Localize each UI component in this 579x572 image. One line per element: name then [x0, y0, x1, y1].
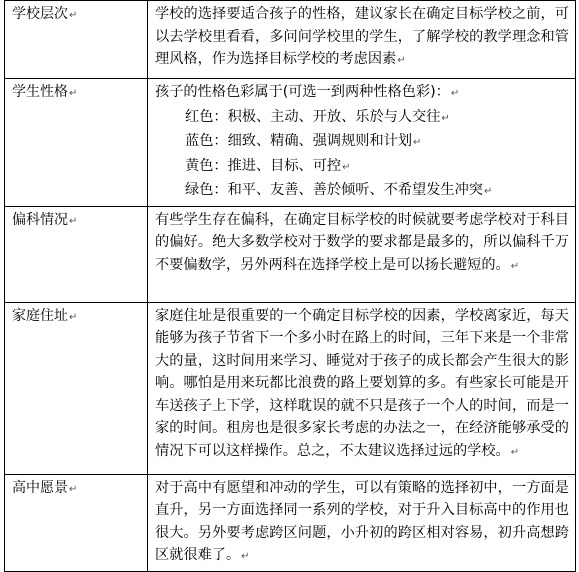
paragraph-mark-icon: ↵	[450, 88, 460, 99]
info-table	[4, 0, 576, 572]
trait-red: 红色：积极、主动、开放、乐於与人交往	[185, 108, 441, 125]
row-intro: 孩子的性格色彩属于(可选一到两种性格色彩)：	[155, 84, 450, 100]
table-row	[5, 302, 576, 474]
trait-green: 绿色：和平、友善、善於倾听、不希望发生冲突	[185, 182, 483, 198]
row-content-cell	[148, 302, 576, 474]
trait-yellow: 黄色：推进、目标、可控	[185, 157, 342, 174]
row-label-cell	[5, 474, 148, 571]
cell-end-mark-icon: ↵	[69, 10, 78, 21]
row-text: 家庭住址是很重要的一个确定目标学校的因素，学校离家近，每天能够为孩子节省下一个多小时在路上的时间，三年下来是一个非常大的量，这时间用来学习、睡觉对于孩子的成长都会产生很大的影响。哪怕是用来玩都比浪费的路上要划算的多。有些家长可能是开车送孩子上下学，这样耽误的就不只是孩子一个人的时间，而是一家的时间。租房也是很多家长考虑的办法之一，在经济能够承受的情况下可以这样操作。总之，不太建议选择过远的学校。	[155, 307, 569, 459]
cell-end-mark-icon: ↵	[241, 551, 250, 562]
row-text: 学校的选择要适合孩子的性格，建议家长在确定目标学校之前，可以去学校里看看，多问问学校里的学生，了解学校的教学理念和管理风格，作为选择目标学校的考虑因素	[155, 6, 569, 67]
row-label-cell	[5, 206, 148, 302]
cell-end-mark-icon: ↵	[510, 260, 520, 272]
row-label: 学校层次	[12, 6, 68, 22]
table-row	[5, 79, 576, 207]
paragraph-mark-icon: ↵	[413, 137, 422, 148]
row-content-cell	[148, 79, 576, 207]
row-text: 对于高中有愿望和冲动的学生，可以有策略的选择初中，一方面是直升，另一方面选择同一系列的学校，对于升入目标高中的作用也很大。另外要考虑跨区问题，小升初的跨区相对容易，初升高想跨区就很难了。	[155, 479, 569, 563]
cell-end-mark-icon: ↵	[69, 215, 78, 227]
row-label-cell	[5, 302, 148, 474]
table-row	[5, 1, 576, 79]
cell-end-mark-icon: ↵	[483, 186, 493, 197]
row-content-cell	[148, 206, 576, 302]
trait-blue: 蓝色：细致、精确、强调规则和计划	[185, 133, 413, 149]
cell-end-mark-icon: ↵	[69, 483, 78, 495]
row-label: 偏科情况	[12, 211, 68, 228]
paragraph-mark-icon: ↵	[342, 161, 351, 173]
paragraph-mark-icon: ↵	[441, 112, 450, 124]
row-label: 家庭住址	[12, 307, 68, 324]
table-row	[5, 206, 576, 302]
row-text: 有些学生存在偏科，在确定目标学校的时候就要考虑学校对于科目的偏好。绝大多数学校对于数学的要求都是最多的，所以偏科千万不要偏数学，另外两科在选择学校上是可以扬长避短的。	[155, 211, 569, 273]
cell-end-mark-icon: ↵	[510, 446, 520, 458]
row-content-cell	[148, 1, 576, 79]
row-label-cell	[5, 1, 148, 79]
row-content-cell	[148, 474, 576, 571]
row-label: 高中愿景	[12, 479, 68, 496]
row-label: 学生性格	[12, 84, 68, 100]
cell-end-mark-icon: ↵	[69, 88, 78, 99]
row-label-cell	[5, 79, 148, 207]
cell-end-mark-icon: ↵	[69, 311, 78, 323]
cell-end-mark-icon: ↵	[397, 55, 406, 66]
table-row	[5, 474, 576, 571]
